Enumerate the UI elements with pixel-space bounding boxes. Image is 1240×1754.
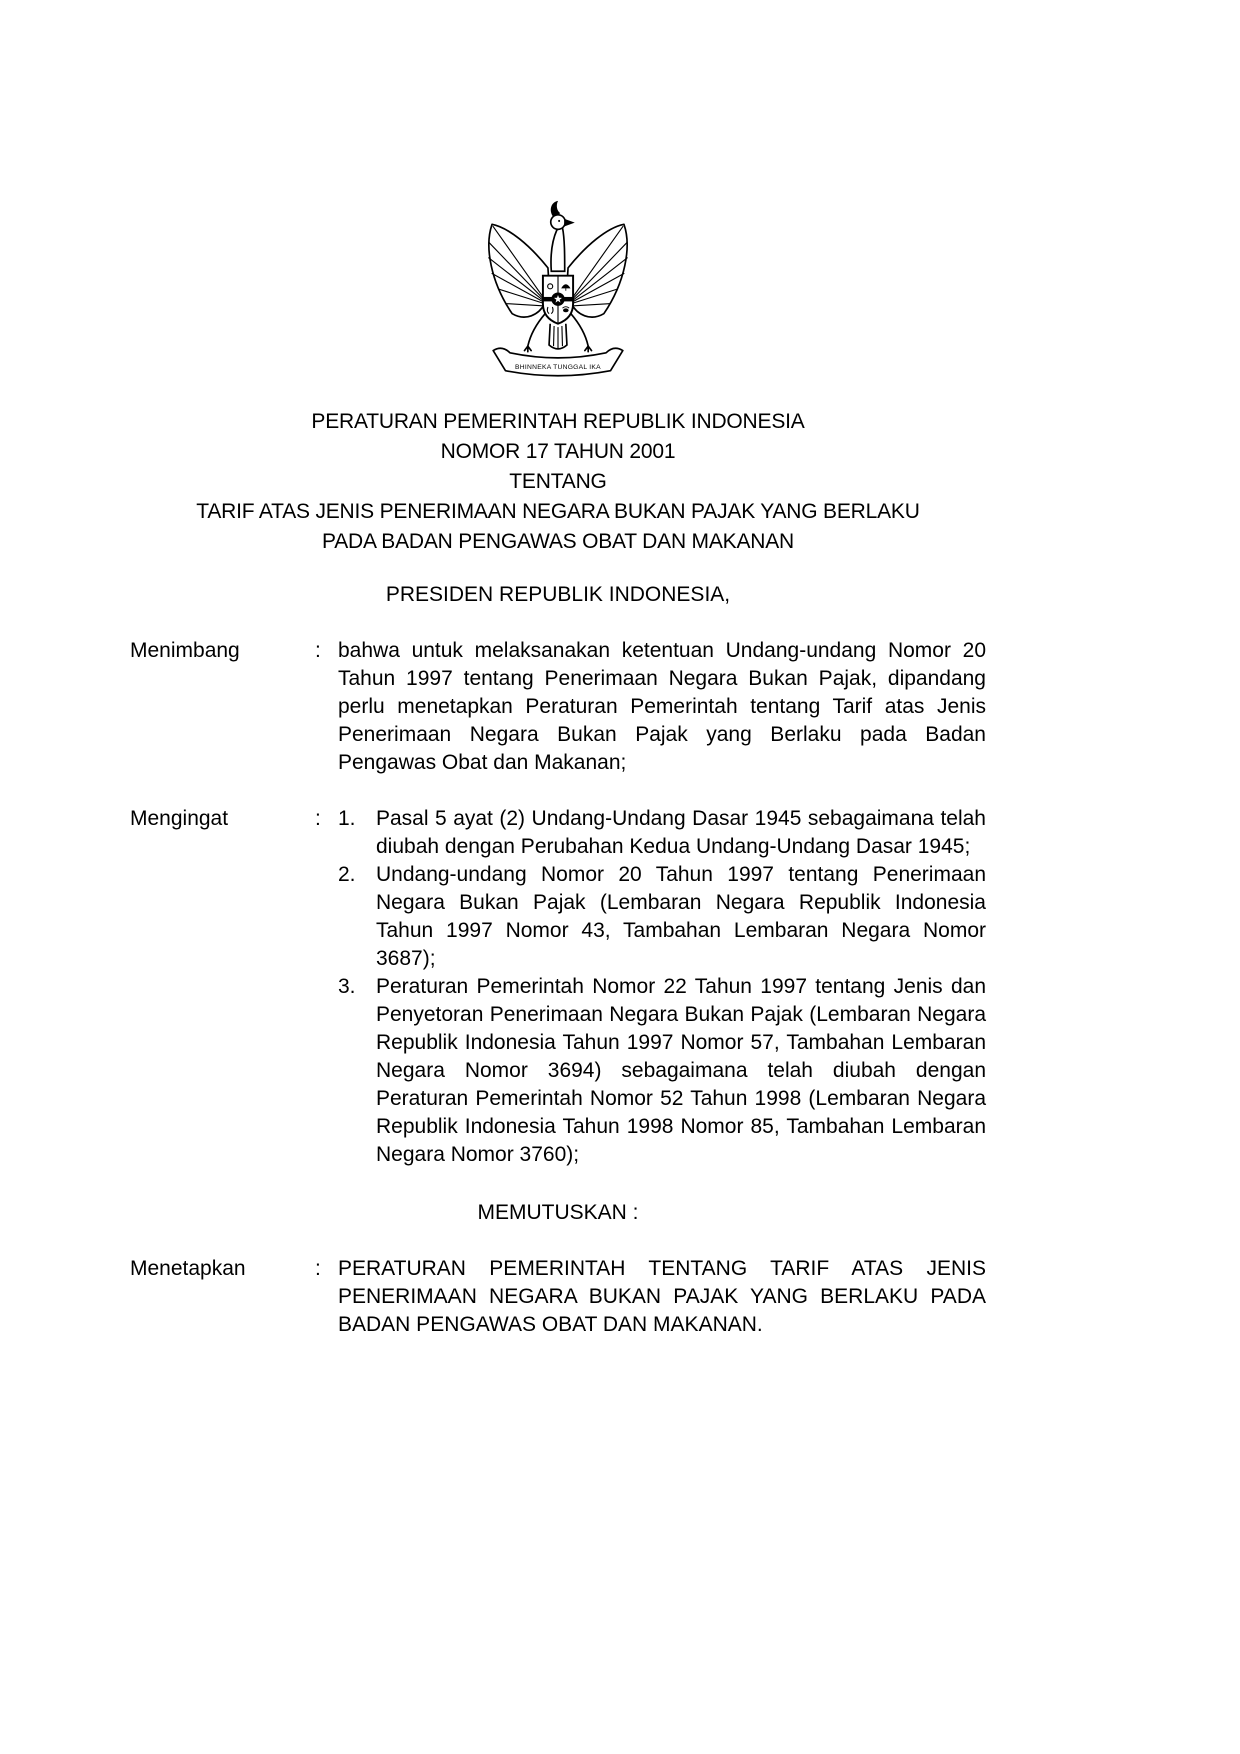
mengingat-item-text: Peraturan Pemerintah Nomor 22 Tahun 1997 tentang Jenis dan Penyetoran Penerimaan Negara Bukan Pajak (Lembaran Negara Republik Indonesia Tahun 1997 Nomor 57, Tambahan Lembaran Negara Nomor 3694) sebagaimana telah diubah dengan Peraturan Pemerintah Nomor 52 Tahun 1998 (Lembaran Negara Republik Indonesia Tahun 1998 Nomor 85, Tambahan Lembaran Negara Nomor 3760); bbox=[376, 975, 986, 1166]
mengingat-label: Mengingat bbox=[130, 807, 229, 830]
title-line-tentang: TENTANG bbox=[509, 470, 607, 493]
motto-ribbon bbox=[493, 348, 623, 375]
menimbang-text: bahwa untuk melaksanakan ketentuan Undang-undang Nomor 20 Tahun 1997 tentang Penerimaan Negara Bukan Pajak, dipandang perlu menetapkan Peraturan Pemerintah tentang Tarif atas Jenis Penerimaan Negara Bukan Pajak yang Berlaku pada Badan Pengawas Obat dan Makanan; bbox=[338, 639, 986, 774]
menetapkan-text: PERATURAN PEMERINTAH TENTANG TARIF ATAS JENIS PENERIMAAN NEGARA BUKAN PAJAK YANG BERLAKU PADA BADAN PENGAWAS OBAT DAN MAKANAN. bbox=[338, 1257, 986, 1336]
eagle-beak bbox=[564, 219, 575, 227]
list-number: 3. bbox=[338, 975, 356, 998]
presiden-heading: PRESIDEN REPUBLIK INDONESIA, bbox=[385, 583, 731, 606]
menetapkan-section bbox=[130, 1255, 986, 1339]
eagle-head bbox=[551, 215, 566, 230]
mengingat-item-text: Undang-undang Nomor 20 Tahun 1997 tentang Penerimaan Negara Bukan Pajak (Lembaran Negara Republik Indonesia Tahun 1997 Nomor 43, Tambahan Lembaran Negara Nomor 3687); bbox=[376, 863, 986, 970]
mengingat-item bbox=[338, 805, 986, 861]
colon-separator: : bbox=[315, 1257, 321, 1280]
colon-separator: : bbox=[315, 807, 321, 830]
left-wing bbox=[489, 224, 548, 317]
list-number: 1. bbox=[338, 807, 356, 830]
list-number: 2. bbox=[338, 863, 356, 886]
menimbang-section bbox=[130, 637, 986, 777]
title-line-badan: PADA BADAN PENGAWAS OBAT DAN MAKANAN bbox=[321, 530, 795, 553]
mengingat-item-text: Pasal 5 ayat (2) Undang-Undang Dasar 1945 sebagaimana telah diubah dengan Perubahan Kedua Undang-Undang Dasar 1945; bbox=[376, 807, 986, 858]
eagle-neck bbox=[551, 228, 565, 272]
emblem-container bbox=[130, 193, 986, 389]
title-line-peraturan: PERATURAN PEMERINTAH REPUBLIK INDONESIA bbox=[311, 410, 805, 433]
mengingat-item bbox=[338, 973, 986, 1169]
title-line-tarif: TARIF ATAS JENIS PENERIMAAN NEGARA BUKAN PAJAK YANG BERLAKU bbox=[196, 500, 920, 523]
memutuskan-heading: MEMUTUSKAN : bbox=[477, 1201, 639, 1224]
menetapkan-label: Menetapkan bbox=[130, 1257, 246, 1280]
right-wing bbox=[568, 224, 627, 317]
document-content bbox=[130, 0, 986, 1339]
eagle-crest bbox=[551, 201, 560, 217]
mengingat-list bbox=[338, 805, 986, 1169]
garuda-pancasila-emblem bbox=[474, 193, 642, 383]
menimbang-label: Menimbang bbox=[130, 639, 240, 662]
title-line-nomor: NOMOR 17 TAHUN 2001 bbox=[440, 440, 676, 463]
document-title-block bbox=[130, 407, 986, 557]
mengingat-item bbox=[338, 861, 986, 973]
motto-text: BHINNEKA TUNGGAL IKA bbox=[515, 364, 601, 372]
eagle-eye bbox=[558, 220, 560, 222]
colon-separator: : bbox=[315, 639, 321, 662]
mengingat-section bbox=[130, 805, 986, 1169]
